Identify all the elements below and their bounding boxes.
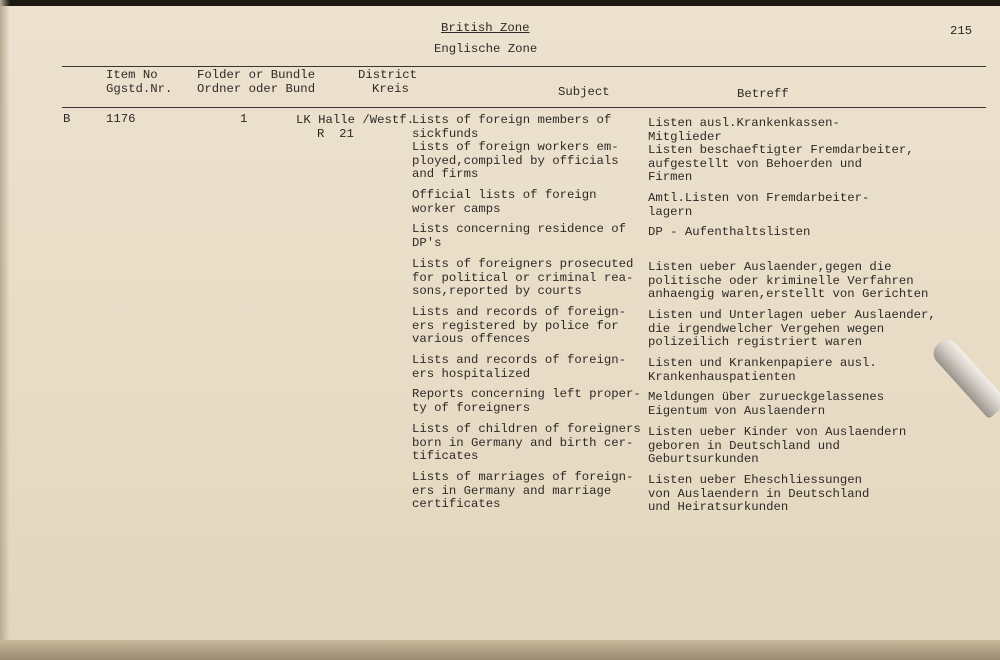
betreff-line: Firmen — [648, 170, 693, 185]
betreff-line: Mitglieder — [648, 129, 722, 144]
subject-line: Reports concerning left proper- — [412, 387, 641, 401]
page-number: 215 — [950, 24, 973, 38]
betreff-line: Listen ueber Auslaender,gegen die — [648, 260, 892, 274]
subject-line: Lists concerning residence of — [412, 222, 627, 236]
district-name: LK Halle /Westf. — [296, 113, 415, 127]
column-header-folder-en: Folder or Bundle — [197, 68, 316, 82]
subject-entry — [412, 306, 626, 347]
subject-line: worker camps — [412, 201, 501, 216]
subject-line: Lists of marriages of foreign- — [412, 470, 634, 484]
header-top-rule — [62, 66, 986, 67]
column-header-folder-de: Ordner oder Bund — [197, 82, 316, 96]
betreff-entry — [648, 261, 928, 302]
subject-entry — [412, 354, 626, 381]
column-header-district-de: Kreis — [372, 82, 409, 96]
subject-line: and firms — [412, 167, 479, 182]
zone-subtitle: Englische Zone — [434, 42, 538, 56]
folder-number: 1 — [240, 112, 248, 126]
subject-line: ers hospitalized — [412, 366, 531, 381]
district-code: R 21 — [317, 127, 354, 141]
subject-line: various offences — [412, 332, 531, 347]
column-header-district-en: District — [358, 68, 418, 82]
subject-line: Lists and records of foreign- — [412, 305, 627, 319]
subject-line: DP's — [412, 235, 442, 250]
page-binding-shadow — [0, 0, 10, 660]
item-number: 1176 — [106, 112, 136, 126]
betreff-line: Listen beschaeftigter Fremdarbeiter, — [648, 143, 914, 157]
betreff-line: die irgendwelcher Vergehen wegen — [648, 321, 885, 336]
photo-glare-object — [929, 335, 1000, 419]
betreff-line: Amtl.Listen von Fremdarbeiter- — [648, 191, 870, 205]
subject-entry — [412, 388, 641, 415]
subject-line: Lists of children of foreigners — [412, 422, 641, 436]
betreff-entry — [648, 192, 869, 219]
betreff-line: von Auslaendern in Deutschland — [648, 486, 870, 501]
subject-entry — [412, 423, 641, 464]
betreff-entry — [648, 144, 914, 185]
betreff-line: Meldungen über zurueckgelassenes — [648, 390, 885, 404]
subject-line: Lists of foreign members of — [412, 113, 612, 127]
betreff-line: anhaengig waren,erstellt von Gerichten — [648, 287, 929, 302]
subject-line: Lists of foreigners prosecuted — [412, 257, 634, 271]
betreff-line: Listen ueber Eheschliessungen — [648, 473, 863, 487]
betreff-line: geboren in Deutschland und — [648, 438, 840, 453]
subject-line: ty of foreigners — [412, 400, 531, 415]
zone-title: British Zone — [441, 21, 530, 35]
betreff-line: polizeilich registriert waren — [648, 335, 863, 350]
subject-entry — [412, 471, 633, 512]
betreff-entry — [648, 226, 810, 240]
subject-entry — [412, 141, 619, 182]
column-header-item-no-de: Ggstd.Nr. — [106, 82, 173, 96]
betreff-entry — [648, 117, 840, 144]
subject-line: ployed,compiled by officials — [412, 153, 619, 168]
betreff-entry — [648, 357, 877, 384]
subject-line: born in Germany and birth cer- — [412, 435, 634, 450]
betreff-line: Eigentum von Auslaendern — [648, 403, 826, 418]
betreff-line: Krankenhauspatienten — [648, 369, 796, 384]
subject-entry — [412, 189, 596, 216]
subject-line: sickfunds — [412, 126, 479, 141]
column-header-item-no-en: Item No — [106, 68, 158, 82]
betreff-line: Geburtsurkunden — [648, 452, 759, 467]
subject-line: Lists and records of foreign- — [412, 353, 627, 367]
betreff-entry — [648, 426, 906, 467]
header-bottom-rule — [62, 107, 986, 108]
subject-entry — [412, 114, 611, 141]
page-top-edge — [0, 0, 1000, 6]
betreff-line: aufgestellt von Behoerden und — [648, 156, 863, 171]
subject-line: Lists of foreign workers em- — [412, 140, 619, 154]
record-marker: B — [63, 112, 71, 126]
betreff-line: und Heiratsurkunden — [648, 500, 789, 515]
betreff-line: Listen und Unterlagen ueber Auslaender, — [648, 308, 936, 322]
subject-line: sons,reported by courts — [412, 284, 582, 299]
page-bottom-edge — [0, 640, 1000, 660]
betreff-line: DP - Aufenthaltslisten — [648, 225, 811, 239]
subject-line: for political or criminal rea- — [412, 270, 634, 285]
subject-entry — [412, 258, 633, 299]
subject-line: Official lists of foreign — [412, 188, 597, 202]
subject-entry — [412, 223, 626, 250]
subject-line: certificates — [412, 497, 501, 512]
betreff-entry — [648, 474, 869, 515]
betreff-entry — [648, 309, 936, 350]
subject-line: ers registered by police for — [412, 318, 619, 333]
betreff-line: Listen und Krankenpapiere ausl. — [648, 356, 877, 370]
column-header-betreff: Betreff — [737, 87, 789, 101]
betreff-line: lagern — [648, 204, 693, 219]
betreff-line: Listen ausl.Krankenkassen- — [648, 116, 840, 130]
betreff-line: politische oder kriminelle Verfahren — [648, 273, 914, 288]
subject-line: ers in Germany and marriage — [412, 483, 612, 498]
betreff-line: Listen ueber Kinder von Auslaendern — [648, 425, 907, 439]
betreff-entry — [648, 391, 884, 418]
subject-line: tificates — [412, 449, 479, 464]
column-header-subject: Subject — [558, 85, 610, 99]
